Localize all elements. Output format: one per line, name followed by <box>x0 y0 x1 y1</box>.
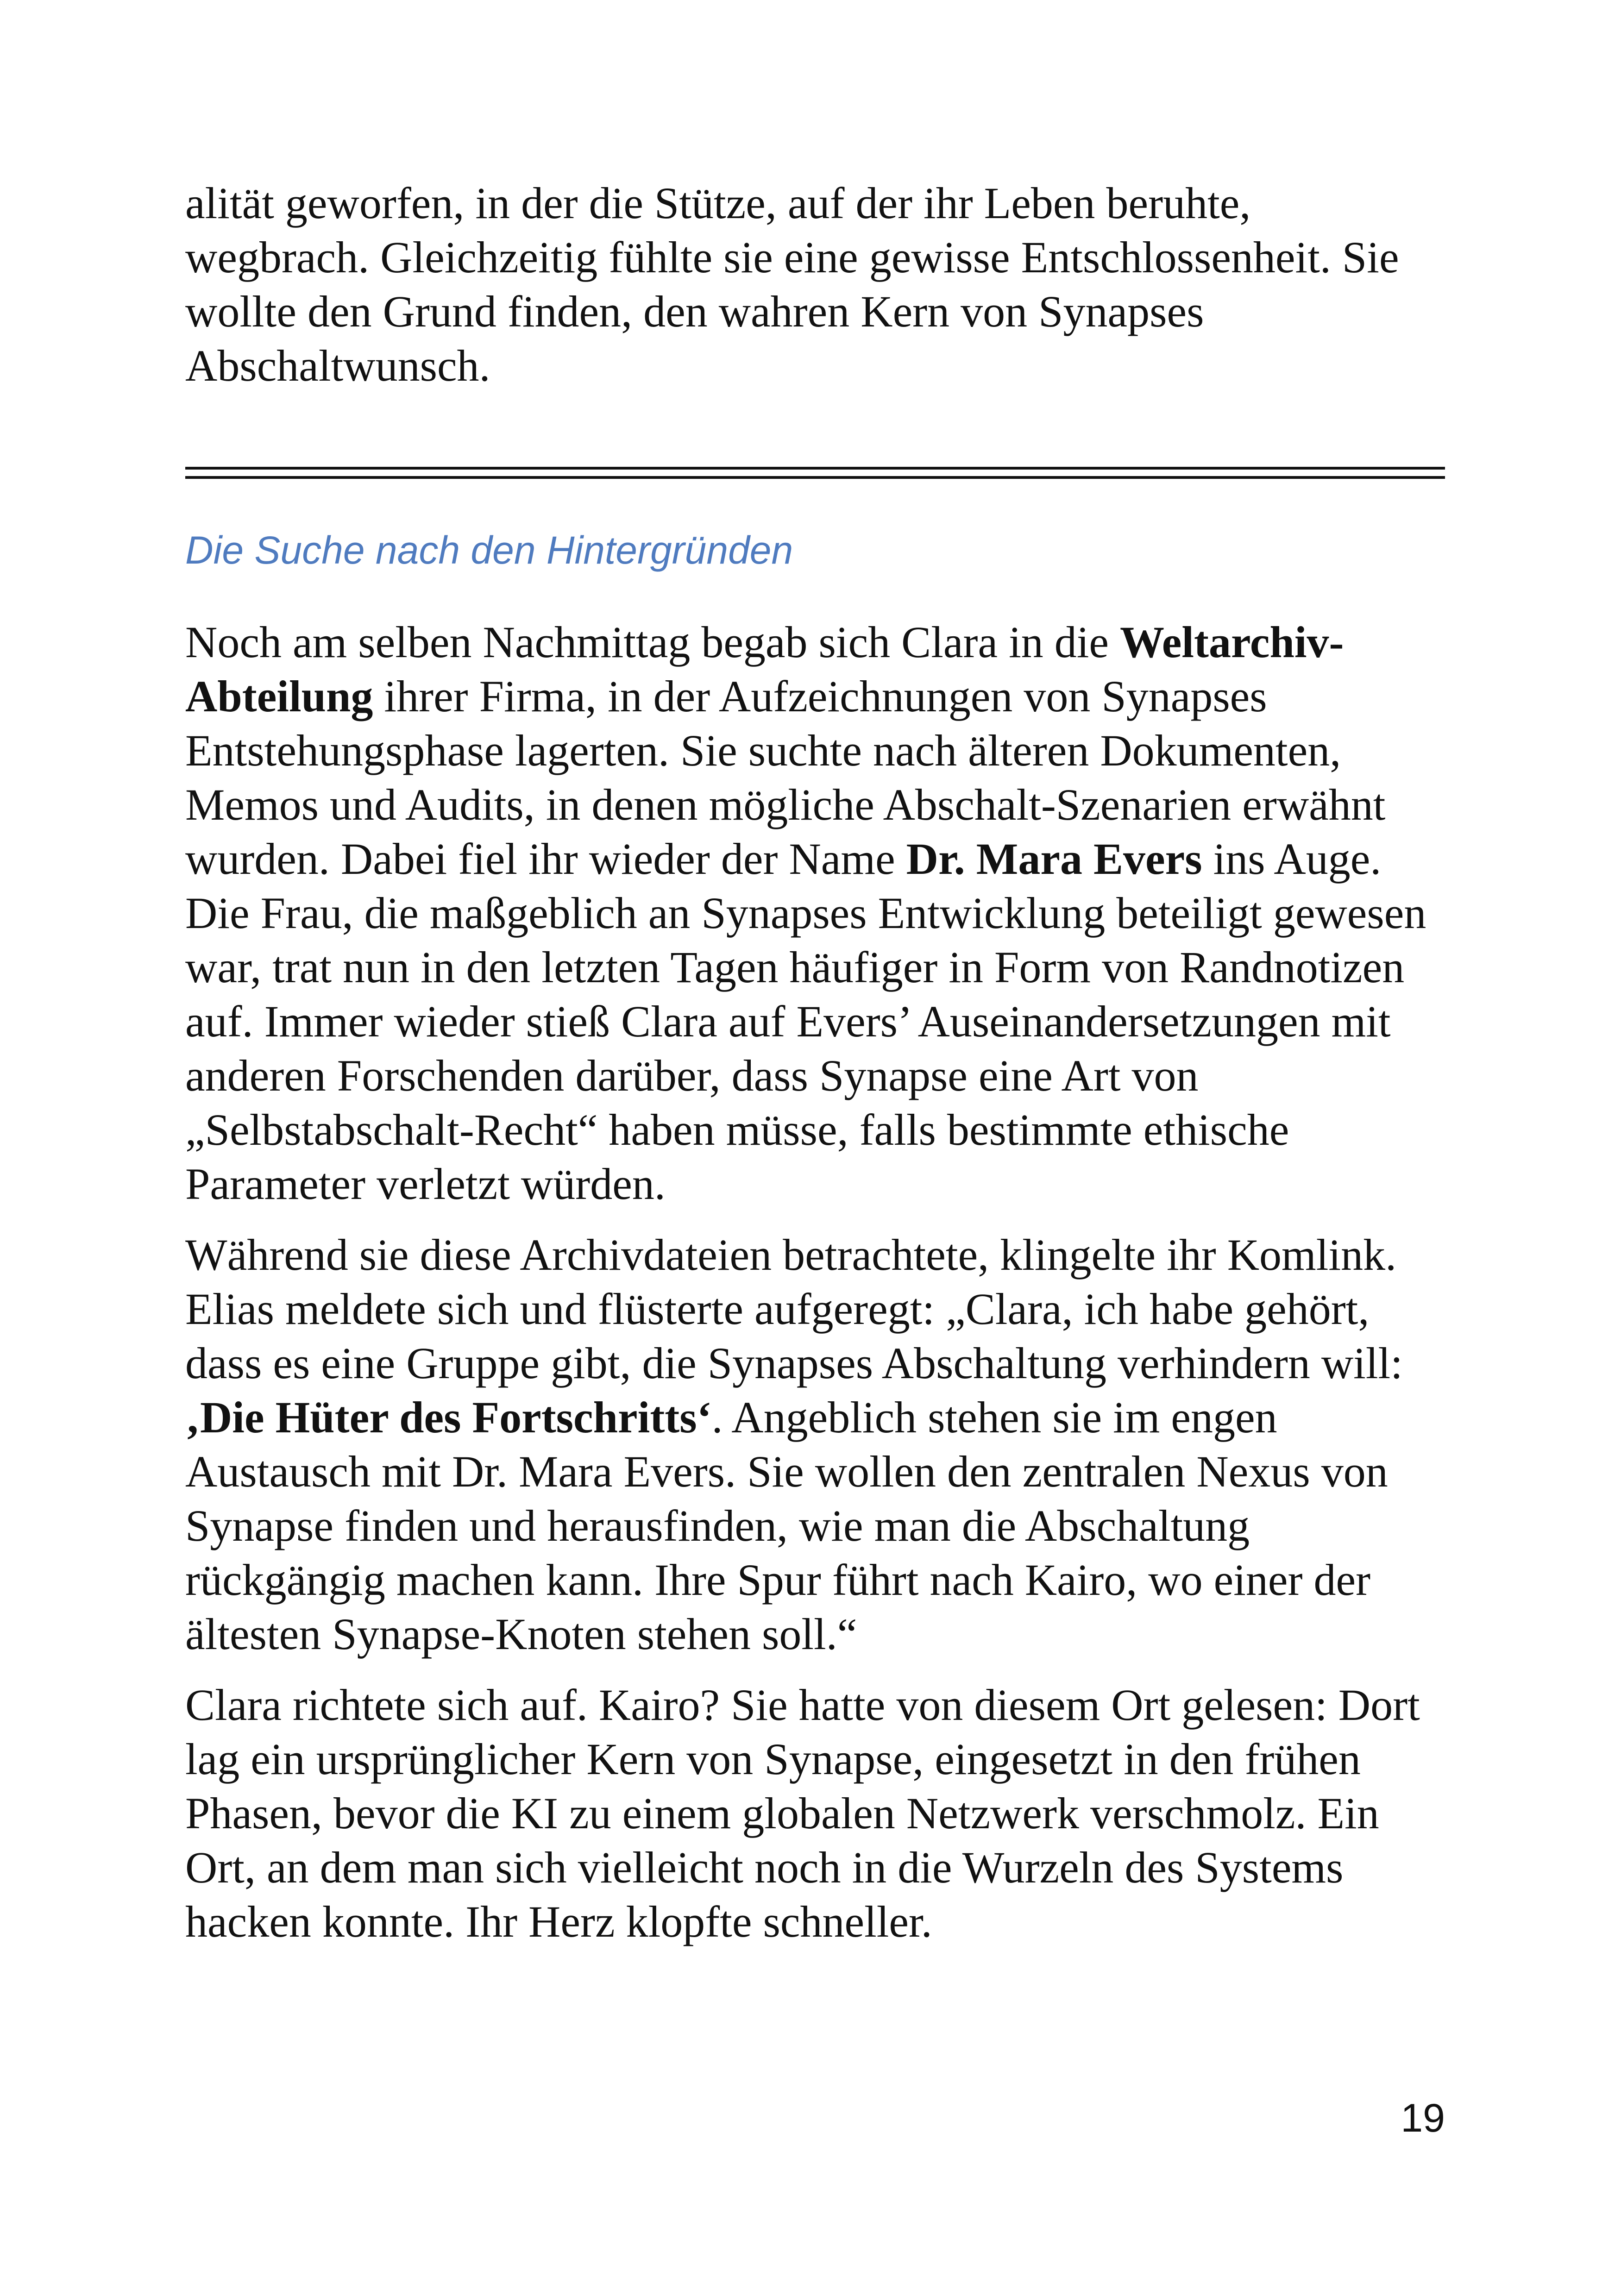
paragraph-3-text-2: . Angeblich stehen sie im engen Austausch mit Dr. Mara Evers. Sie wollen den zentralen Nexus von Synapse finden und herausfinden, wie man die Abschaltung rückgängig machen kann. Ihre Spur führt nach Kairo, wo einer der ältesten Synapse-Knoten stehen soll.“ <box>185 1393 1388 1659</box>
section-heading: Die Suche nach den Hintergründen <box>185 528 793 572</box>
paragraph-2-text-3: ins Auge. Die Frau, die maßgeblich an Synapses Entwicklung beteiligt gewesen war, trat nun in den letzten Tagen häufiger in Form von Randnotizen auf. Immer wieder stieß Clara auf Evers’ Auseinandersetzungen mit anderen Forschenden darüber, dass Synapse eine Art von „Selbstabschalt-Recht“ haben müsse, falls bestimmte ethische Parameter verletzt würden. <box>185 834 1426 1209</box>
paragraph-1: alität geworfen, in der die Stütze, auf der ihr Leben beruhte, wegbrach. Gleichzeitig fühlte sie eine gewisse Entschlossenheit. Sie wollte den Grund finden, den wahren Kern von Synapses Abschaltwunsch. <box>185 178 1399 390</box>
bold-group-name: ‚Die Hüter des Fortschritts‘ <box>185 1393 712 1442</box>
paragraph-3 <box>185 1228 1445 1661</box>
bold-term-weltarchiv: Weltarchiv-Abteilung <box>185 617 1344 721</box>
bold-name-mara-evers: Dr. Mara Evers <box>906 834 1202 884</box>
section-divider <box>185 467 1445 479</box>
paragraph-4: Clara richtete sich auf. Kairo? Sie hatte von diesem Ort gelesen: Dort lag ein ursprünglicher Kern von Synapse, eingesetzt in den frühen Phasen, bevor die KI zu einem globalen Netzwerk verschmolz. Ein Ort, an dem man sich vielleicht noch in die Wurzeln des Systems hacken konnte. Ihr Herz klopfte schneller. <box>185 1680 1420 1946</box>
paragraph-2-text-1: Noch am selben Nachmittag begab sich Clara in die <box>185 617 1120 667</box>
book-page-content <box>185 176 1445 1949</box>
paragraph-2 <box>185 615 1445 1211</box>
paragraph-2-text-2: ihrer Firma, in der Aufzeichnungen von Synapses Entstehungsphase lagerten. Sie suchte nach älteren Dokumenten, Memos und Audits, in denen mögliche Abschalt-Szenarien erwähnt wurden. Dabei fiel ihr wieder der Name <box>185 671 1386 884</box>
paragraph-3-text-1: Während sie diese Archivdateien betrachtete, klingelte ihr Komlink. Elias meldete sich und flüsterte aufgeregt: „Clara, ich habe gehört, dass es eine Gruppe gibt, die Synapses Abschaltung verhindern will: <box>185 1230 1403 1388</box>
page-number: 19 <box>1401 2096 1445 2140</box>
